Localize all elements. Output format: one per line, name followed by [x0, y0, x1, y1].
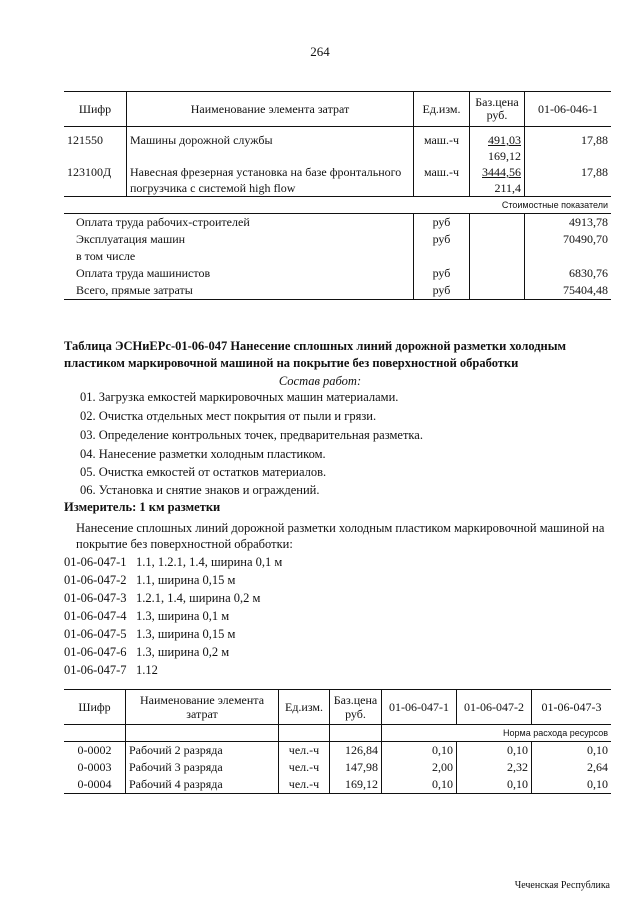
norm-code: 01-06-047-1 [64, 555, 127, 569]
header-code: Шифр [64, 690, 126, 725]
cell-name: Рабочий 2 разряда [126, 742, 279, 760]
table-caption: Таблица ЭСНиЕРс-01-06-047 Нанесение сплошных линий дорожной разметки холодным пластиком маркировочной машиной на покрытие без поверхностной обработки [64, 339, 567, 370]
table-header-row [64, 690, 611, 725]
header-norm-3: 01-06-047-3 [532, 690, 612, 725]
work-item: 04. Нанесение разметки холодным пластиком. [80, 447, 326, 461]
table-row [64, 132, 611, 164]
norm-text: 1.3, ширина 0,1 м [136, 609, 230, 623]
cell-name: Машины дорожной службы [127, 132, 414, 164]
work-item: 03. Определение контрольных точек, предварительная разметка. [80, 428, 423, 442]
summary-unit: руб [414, 265, 470, 282]
cell-norm-3: 0,10 [532, 776, 612, 794]
measurer: Измеритель: 1 км разметки [64, 500, 221, 514]
summary-row [64, 265, 611, 282]
summary-row [64, 248, 611, 265]
cell-price: 3444,56 211,4 [470, 164, 525, 197]
page-number: 264 [310, 44, 330, 59]
summary-value: 4913,78 [525, 214, 612, 232]
summary-row [64, 214, 611, 232]
header-unit: Ед.изм. [279, 690, 330, 725]
summary-label: Оплата труда рабочих-строителей [76, 215, 250, 229]
code-row [64, 627, 235, 642]
summary-row [64, 231, 611, 248]
cell-code: 0-0004 [64, 776, 126, 794]
norm-text: 1.3, ширина 0,2 м [136, 645, 230, 659]
summary-label: в том числе [76, 249, 136, 263]
code-row [64, 591, 260, 606]
summary-label: Оплата труда машинистов [76, 266, 211, 280]
header-unit: Ед.изм. [414, 92, 470, 127]
header-norm-2: 01-06-047-2 [457, 690, 532, 725]
cell-name: Рабочий 3 разряда [126, 759, 279, 776]
work-item: 02. Очистка отдельных мест покрытия от пыли и грязи. [80, 409, 377, 423]
code-row [64, 555, 282, 570]
summary-unit: руб [414, 231, 470, 248]
summary-unit: руб [414, 214, 470, 232]
cell-price: 169,12 [330, 776, 382, 794]
cell-norm-2: 0,10 [457, 776, 532, 794]
cell-code: 0-0003 [77, 760, 112, 774]
code-row [64, 609, 229, 624]
summary-value: 75404,48 [525, 282, 612, 300]
summary-label: Всего, прямые затраты [64, 282, 414, 300]
cell-price: 491,03 169,12 [470, 132, 525, 164]
table-row [64, 759, 611, 776]
band-label: Норма расхода ресурсов [382, 725, 612, 742]
cell-norm-1: 2,00 [382, 759, 457, 776]
norm-text: 1.3, ширина 0,15 м [136, 627, 236, 641]
section-band [64, 725, 611, 742]
norm-code: 01-06-047-4 [64, 609, 127, 623]
norm-code: 01-06-047-6 [64, 645, 127, 659]
code-row [64, 573, 235, 588]
table-row [64, 776, 611, 794]
cell-norm-3: 2,64 [532, 759, 612, 776]
cell-unit: чел.-ч [279, 742, 330, 760]
cell-unit: чел.-ч [279, 776, 330, 794]
composition-title: Состав работ: [278, 374, 362, 388]
cell-name: Навесная фрезерная установка на базе фронтального погрузчика с системой high flow [127, 164, 414, 197]
header-code: Шифр [64, 92, 127, 127]
cell-norm-3: 0,10 [532, 742, 612, 760]
cell-price: 126,84 [330, 742, 382, 760]
cell-norm-2: 0,10 [457, 742, 532, 760]
code-row [64, 645, 229, 660]
header-norm-code: 01-06-046-1 [525, 92, 612, 127]
section-band [64, 197, 611, 214]
labor-norm-table [64, 689, 611, 794]
header-name: Наименование элемента затрат [126, 690, 279, 725]
machinery-cost-table [64, 91, 611, 300]
summary-row [64, 282, 611, 300]
code-row [64, 663, 158, 678]
cell-price: 147,98 [330, 759, 382, 776]
norm-code: 01-06-047-2 [64, 573, 127, 587]
norm-code: 01-06-047-7 [64, 663, 127, 677]
norm-text: 1.1, ширина 0,15 м [136, 573, 236, 587]
cell-unit: маш.-ч [414, 164, 470, 197]
header-name: Наименование элемента затрат [127, 92, 414, 127]
header-price: Баз.цена руб. [330, 690, 382, 725]
description: Нанесение сплошных линий дорожной разметки холодным пластиком маркировочной машиной на покрытие без поверхностной обработки: [76, 521, 605, 551]
work-item: 01. Загрузка емкостей маркировочных машин материалами. [80, 390, 399, 404]
summary-value: 6830,76 [525, 265, 612, 282]
cell-unit: маш.-ч [414, 132, 470, 164]
summary-unit [414, 248, 470, 265]
header-price: Баз.цена руб. [470, 92, 525, 127]
work-item: 05. Очистка емкостей от остатков материалов. [80, 465, 327, 479]
summary-value [525, 248, 612, 265]
table-row [64, 742, 611, 760]
table-header-row [64, 92, 611, 127]
summary-value: 70490,70 [525, 231, 612, 248]
cell-name: Рабочий 4 разряда [126, 776, 279, 794]
cell-code: 123100Д [67, 165, 112, 179]
cell-value: 17,88 [525, 132, 612, 164]
norm-text: 1.2.1, 1.4, ширина 0,2 м [136, 591, 261, 605]
cell-code: 0-0002 [77, 743, 112, 757]
norm-code: 01-06-047-5 [64, 627, 127, 641]
norm-text: 1.12 [136, 663, 158, 677]
footer-region: Чеченская Республика [514, 880, 610, 891]
cell-norm-1: 0,10 [382, 776, 457, 794]
band-label: Стоимостные показатели [64, 197, 611, 214]
cell-unit: чел.-ч [279, 759, 330, 776]
norm-code: 01-06-047-3 [64, 591, 127, 605]
work-item: 06. Установка и снятие знаков и ограждений. [80, 483, 320, 497]
header-norm-1: 01-06-047-1 [382, 690, 457, 725]
norm-text: 1.1, 1.2.1, 1.4, ширина 0,1 м [136, 555, 283, 569]
cell-norm-1: 0,10 [382, 742, 457, 760]
cell-norm-2: 2,32 [457, 759, 532, 776]
table-row [64, 164, 611, 197]
summary-label: Эксплуатация машин [76, 232, 186, 246]
cell-code: 121550 [67, 133, 103, 147]
summary-unit: руб [414, 282, 470, 300]
cell-value: 17,88 [525, 164, 612, 197]
